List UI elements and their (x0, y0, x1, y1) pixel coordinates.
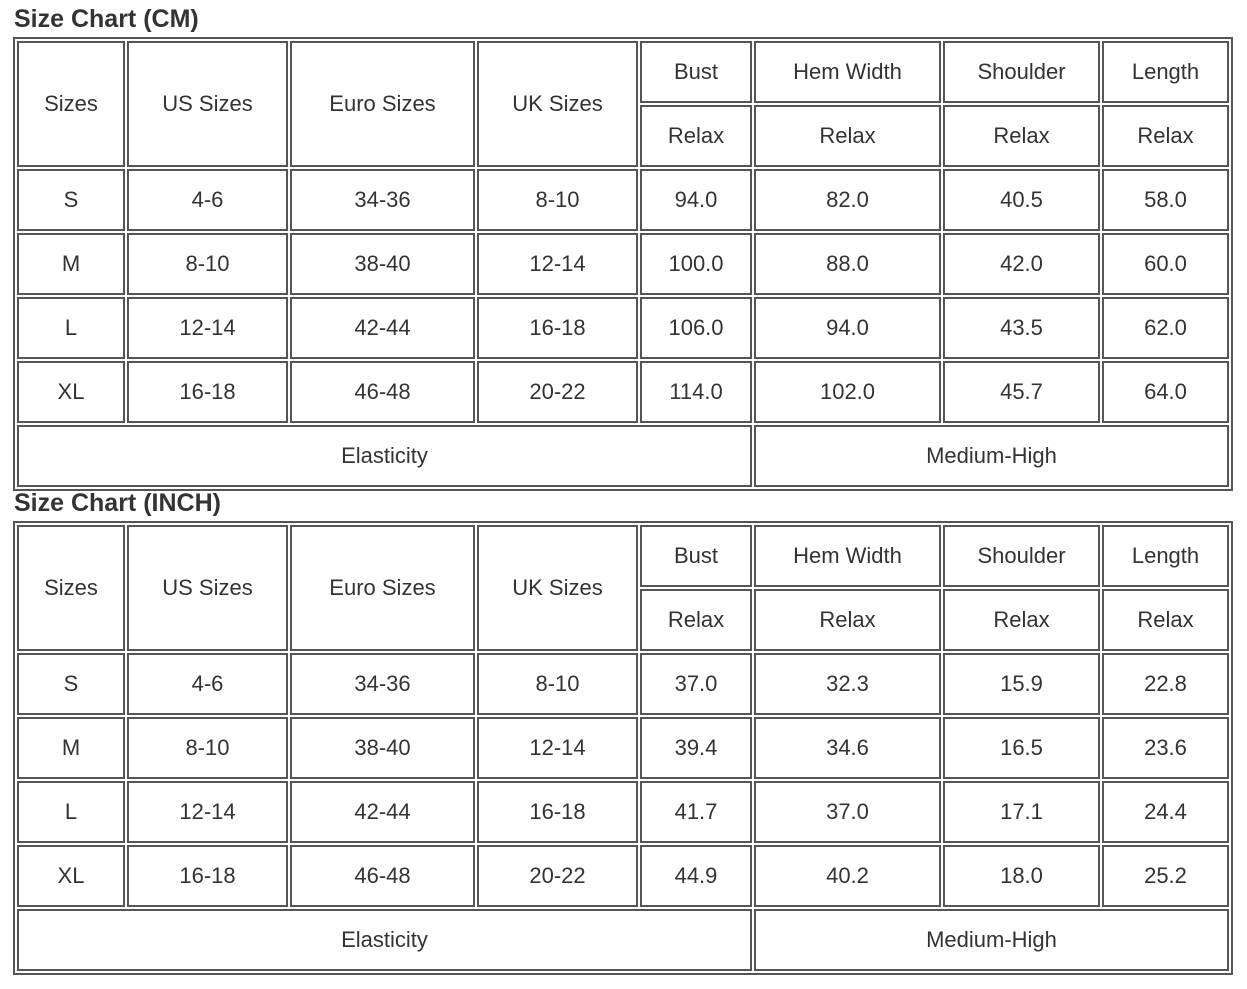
elasticity-label: Elasticity (17, 909, 752, 971)
size-chart-cm-table (13, 37, 1233, 491)
fit-hem-width: Relax (754, 589, 941, 651)
cell-size: L (17, 781, 125, 843)
cell-shoulder: 40.5 (943, 169, 1100, 231)
elasticity-value: Medium-High (754, 909, 1229, 971)
cell-size: L (17, 297, 125, 359)
elasticity-row (17, 909, 1229, 971)
cell-size: XL (17, 361, 125, 423)
cell-uk-size: 16-18 (477, 781, 638, 843)
fit-length: Relax (1102, 105, 1229, 167)
cell-bust: 44.9 (640, 845, 752, 907)
fit-bust: Relax (640, 105, 752, 167)
cell-us-size: 12-14 (127, 297, 288, 359)
cell-size: S (17, 653, 125, 715)
cell-bust: 106.0 (640, 297, 752, 359)
cell-hem-width: 37.0 (754, 781, 941, 843)
cell-hem-width: 88.0 (754, 233, 941, 295)
cell-bust: 37.0 (640, 653, 752, 715)
cell-uk-size: 20-22 (477, 845, 638, 907)
header-length: Length (1102, 525, 1229, 587)
header-uk-sizes: UK Sizes (477, 41, 638, 167)
header-us-sizes: US Sizes (127, 41, 288, 167)
header-shoulder: Shoulder (943, 525, 1100, 587)
fit-hem-width: Relax (754, 105, 941, 167)
cell-euro-size: 42-44 (290, 781, 475, 843)
header-bust: Bust (640, 41, 752, 103)
table-row (17, 361, 1229, 423)
cell-uk-size: 12-14 (477, 717, 638, 779)
cell-size: M (17, 233, 125, 295)
cell-bust: 114.0 (640, 361, 752, 423)
cell-us-size: 16-18 (127, 845, 288, 907)
cell-bust: 41.7 (640, 781, 752, 843)
cell-euro-size: 42-44 (290, 297, 475, 359)
header-us-sizes: US Sizes (127, 525, 288, 651)
cell-shoulder: 45.7 (943, 361, 1100, 423)
size-chart-inch-title: Size Chart (INCH) (14, 489, 221, 517)
cell-length: 60.0 (1102, 233, 1229, 295)
cell-euro-size: 34-36 (290, 653, 475, 715)
table-row (17, 233, 1229, 295)
cell-shoulder: 17.1 (943, 781, 1100, 843)
header-uk-sizes: UK Sizes (477, 525, 638, 651)
cell-us-size: 4-6 (127, 169, 288, 231)
cell-bust: 94.0 (640, 169, 752, 231)
cell-shoulder: 16.5 (943, 717, 1100, 779)
cell-us-size: 8-10 (127, 717, 288, 779)
cell-hem-width: 94.0 (754, 297, 941, 359)
table-row (17, 297, 1229, 359)
header-bust: Bust (640, 525, 752, 587)
table-row (17, 781, 1229, 843)
cell-euro-size: 38-40 (290, 717, 475, 779)
table-row (17, 169, 1229, 231)
header-shoulder: Shoulder (943, 41, 1100, 103)
cell-us-size: 8-10 (127, 233, 288, 295)
cell-euro-size: 46-48 (290, 361, 475, 423)
table-row (17, 653, 1229, 715)
cell-hem-width: 32.3 (754, 653, 941, 715)
cell-size: M (17, 717, 125, 779)
cell-hem-width: 102.0 (754, 361, 941, 423)
cell-bust: 100.0 (640, 233, 752, 295)
cell-uk-size: 8-10 (477, 169, 638, 231)
cell-uk-size: 16-18 (477, 297, 638, 359)
cell-us-size: 4-6 (127, 653, 288, 715)
cell-uk-size: 12-14 (477, 233, 638, 295)
cell-length: 64.0 (1102, 361, 1229, 423)
elasticity-value: Medium-High (754, 425, 1229, 487)
cell-uk-size: 20-22 (477, 361, 638, 423)
cell-hem-width: 82.0 (754, 169, 941, 231)
table-row (17, 845, 1229, 907)
cell-us-size: 16-18 (127, 361, 288, 423)
cell-euro-size: 38-40 (290, 233, 475, 295)
header-euro-sizes: Euro Sizes (290, 525, 475, 651)
header-row (17, 41, 1229, 103)
cell-length: 58.0 (1102, 169, 1229, 231)
cell-shoulder: 43.5 (943, 297, 1100, 359)
header-hem-width: Hem Width (754, 41, 941, 103)
cell-size: XL (17, 845, 125, 907)
cell-shoulder: 18.0 (943, 845, 1100, 907)
cell-size: S (17, 169, 125, 231)
fit-length: Relax (1102, 589, 1229, 651)
cell-length: 22.8 (1102, 653, 1229, 715)
cell-length: 23.6 (1102, 717, 1229, 779)
header-length: Length (1102, 41, 1229, 103)
cell-euro-size: 46-48 (290, 845, 475, 907)
cell-euro-size: 34-36 (290, 169, 475, 231)
fit-shoulder: Relax (943, 589, 1100, 651)
cell-length: 24.4 (1102, 781, 1229, 843)
cell-uk-size: 8-10 (477, 653, 638, 715)
header-row (17, 525, 1229, 587)
cell-hem-width: 34.6 (754, 717, 941, 779)
cell-length: 25.2 (1102, 845, 1229, 907)
header-sizes: Sizes (17, 525, 125, 651)
table-row (17, 717, 1229, 779)
size-chart-inch-table (13, 521, 1233, 975)
header-hem-width: Hem Width (754, 525, 941, 587)
fit-shoulder: Relax (943, 105, 1100, 167)
cell-us-size: 12-14 (127, 781, 288, 843)
header-sizes: Sizes (17, 41, 125, 167)
header-euro-sizes: Euro Sizes (290, 41, 475, 167)
cell-shoulder: 42.0 (943, 233, 1100, 295)
cell-hem-width: 40.2 (754, 845, 941, 907)
cell-bust: 39.4 (640, 717, 752, 779)
size-chart-cm-title: Size Chart (CM) (14, 5, 199, 33)
cell-shoulder: 15.9 (943, 653, 1100, 715)
elasticity-label: Elasticity (17, 425, 752, 487)
elasticity-row (17, 425, 1229, 487)
cell-length: 62.0 (1102, 297, 1229, 359)
fit-bust: Relax (640, 589, 752, 651)
